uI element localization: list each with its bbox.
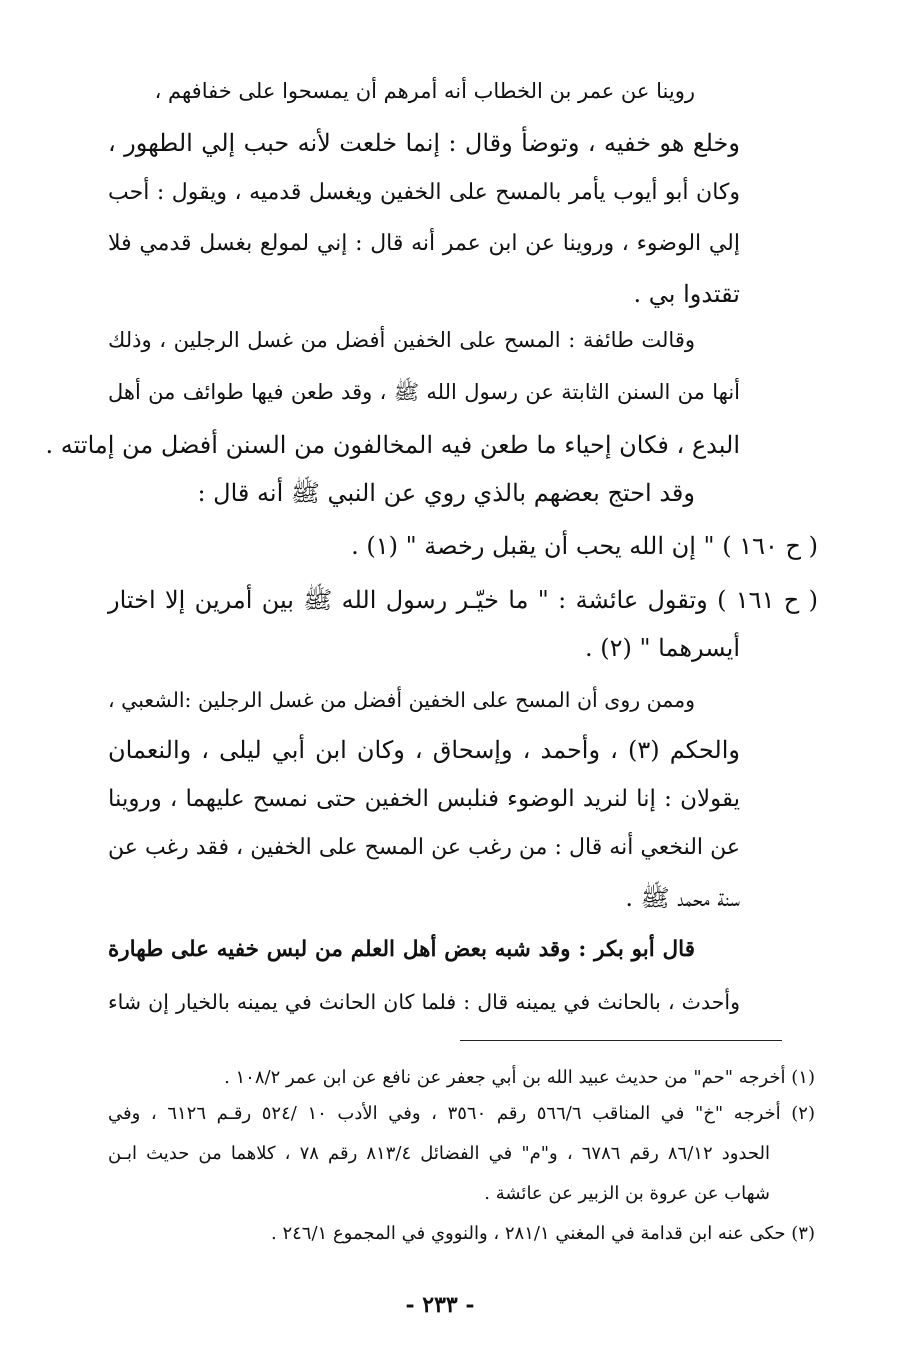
hadith-line: أيسرهما " (٢) . (584, 634, 740, 662)
footnote-line: الحدود ٨٦/١٢ رقم ٦٧٨٦ ، و"م" في الفضائل ٨١٣/٤ رقم ٧٨ ، كلاهما من حديث ابـن (108, 1143, 770, 1164)
body-line: وقد احتج بعضهم بالذي روي عن النبي ﷺ أنه قال : (197, 479, 695, 507)
body-line: وممن روى أن المسح على الخفين أفضل من غسل الرجلين :الشعبي ، (108, 688, 695, 712)
body-line: روينا عن عمر بن الخطاب أنه أمرهم أن يمسحوا على خفافهم ، (154, 79, 695, 103)
hadith-line: ( ح ١٦٠ ) " إن الله يحب أن يقبل رخصة " (١) . (351, 532, 818, 560)
hadith-line: ( ح ١٦١ ) وتقول عائشة : " ما خيّـر رسول الله ﷺ بين أمرين إلا اختار (108, 586, 818, 614)
body-line: قال أبو بكر : وقد شبه بعض أهل العلم من لبس خفيه على طهارة (108, 937, 695, 962)
footnote-line: (٢) أخرجه "خ" في المناقب ٥٦٦/٦ رقم ٣٥٦٠ ، وفي الأدب ١٠ /٥٢٤ رقـم ٦١٢٦ ، وفي (108, 1103, 815, 1124)
footnote-line: (١) أخرجه "حم" من حديث عبيد الله بن أبي جعفر عن نافع عن ابن عمر ١٠٨/٢ . (224, 1067, 815, 1088)
footnote-line: شهاب عن عروة بن الزبير عن عائشة . (484, 1183, 770, 1204)
body-line: تقتدوا بي . (633, 280, 740, 308)
body-line: إلي الوضوء ، وروينا عن ابن عمر أنه قال : إني لمولع بغسل قدمي فلا (108, 231, 740, 256)
body-line: يقولان : إنا لنريد الوضوء فنلبس الخفين حتى نمسح عليهما ، وروينا (108, 786, 740, 812)
body-line: عن النخعي أنه قال : من رغب عن المسح على الخفين ، فقد رغب عن (108, 835, 740, 860)
footnote-line: (٣) حكى عنه ابن قدامة في المغني ٢٨١/١ ، والنووي في المجموع ٢٤٦/١ . (271, 1223, 815, 1244)
body-line: والحكم (٣) ، وأحمد ، وإسحاق ، وكان ابن أبي ليلى ، والنعمان (108, 736, 740, 764)
body-line: سنة محمد ﷺ . (625, 884, 740, 912)
footnote-separator (460, 1040, 782, 1041)
body-line: أنها من السنن الثابتة عن رسول الله ﷺ ، وقد طعن فيها طوائف من أهل (108, 380, 740, 404)
body-line: وأحدث ، بالحانث في يمينه قال : فلما كان الحانث في يمينه بالخيار إن شاء (108, 990, 740, 1014)
body-line: وقالت طائفة : المسح على الخفين أفضل من غسل الرجلين ، وذلك (108, 328, 695, 352)
body-line: وخلع هو خفيه ، وتوضأ وقال : إنما خلعت لأنه حبب إلي الطهور ، (108, 129, 740, 157)
body-line: البدع ، فكان إحياء ما طعن فيه المخالفون من السنن أفضل من إماتته . (45, 431, 740, 459)
page-number: - ٢٣٣ - (405, 1292, 475, 1318)
body-line: وكان أبو أيوب يأمر بالمسح على الخفين ويغسل قدميه ، ويقول : أحب (108, 180, 740, 205)
